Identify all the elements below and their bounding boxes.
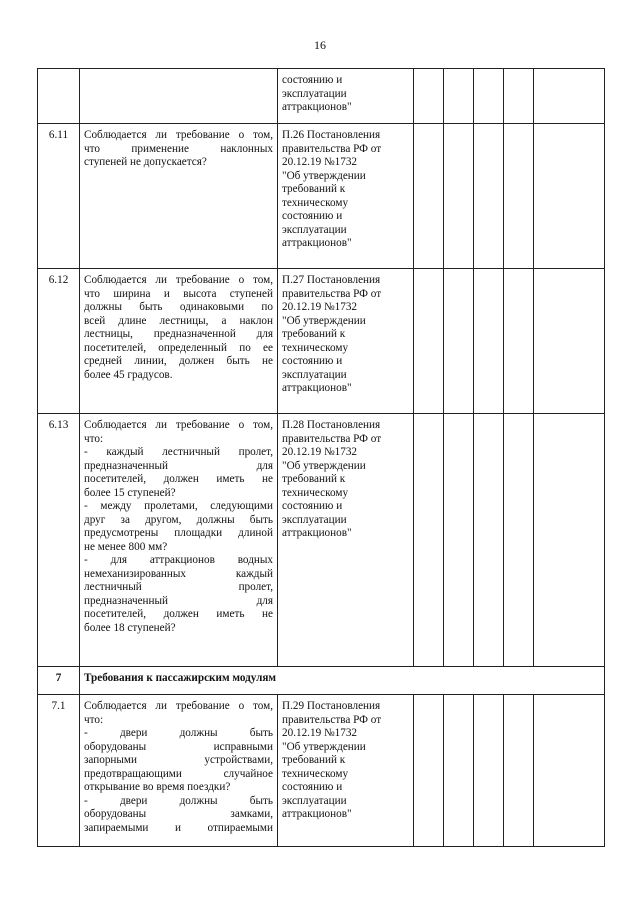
legal-basis-line: П.29 Постановления bbox=[282, 700, 381, 712]
answer-cell[interactable] bbox=[504, 69, 534, 124]
legal-basis-line: "Об утверждении bbox=[282, 740, 366, 753]
answer-cell[interactable] bbox=[504, 124, 534, 269]
table-row bbox=[38, 69, 605, 124]
legal-basis-line: техническому bbox=[282, 196, 349, 209]
requirement-line: средней линии, должен быть не bbox=[84, 355, 273, 367]
requirement-line: Соблюдается ли требование о том, bbox=[84, 129, 273, 141]
requirement-line: оборудованы замками, bbox=[84, 808, 273, 820]
requirement-line: открывание во время поездки? bbox=[84, 781, 231, 793]
requirement-line: оборудованы исправными bbox=[84, 740, 273, 753]
requirement-line: - каждый лестничный пролет, bbox=[84, 446, 273, 458]
page-number: 16 bbox=[314, 38, 326, 52]
answer-cell[interactable] bbox=[444, 69, 474, 124]
requirement-line: должны быть одинаковыми по bbox=[84, 301, 273, 313]
requirement-line: запираемыми и отпираемыми bbox=[84, 821, 273, 834]
answer-cell[interactable] bbox=[534, 124, 605, 269]
legal-basis-line: П.27 Постановления bbox=[282, 274, 381, 286]
requirement-line: Соблюдается ли требование о том, bbox=[84, 274, 273, 286]
legal-basis-line: состоянию и bbox=[282, 210, 343, 222]
legal-basis-cell bbox=[278, 414, 414, 667]
item-number bbox=[38, 69, 80, 124]
requirement-line: более 45 градусов. bbox=[84, 368, 173, 381]
legal-basis-line: эксплуатации bbox=[282, 794, 347, 807]
table-row bbox=[38, 695, 605, 847]
legal-basis-line: "Об утверждении bbox=[282, 314, 366, 327]
legal-basis-line: состоянию и bbox=[282, 74, 343, 86]
legal-basis-line: требований к bbox=[282, 473, 346, 485]
requirement-line: что: bbox=[84, 713, 104, 726]
requirement-line: Соблюдается ли требование о том, bbox=[84, 419, 273, 431]
legal-basis-cell bbox=[278, 124, 414, 269]
requirement-line: друг за другом, должны быть bbox=[84, 513, 273, 526]
legal-basis-line: правительства РФ от bbox=[282, 287, 382, 300]
legal-basis-line: П.26 Постановления bbox=[282, 129, 381, 141]
answer-cell[interactable] bbox=[504, 269, 534, 414]
legal-basis-line: правительства РФ от bbox=[282, 432, 382, 445]
requirement-line: не менее 800 мм? bbox=[84, 540, 168, 553]
requirement-line: - двери должны быть bbox=[84, 727, 273, 739]
answer-cell[interactable] bbox=[474, 269, 504, 414]
requirement-line: ступеней не допускается? bbox=[84, 156, 207, 168]
requirement-line: что: bbox=[84, 432, 104, 445]
requirement-cell bbox=[80, 695, 278, 847]
item-number: 6.13 bbox=[38, 414, 80, 667]
answer-cell[interactable] bbox=[414, 414, 444, 667]
table-row bbox=[38, 414, 605, 667]
legal-basis-line: состоянию и bbox=[282, 500, 343, 512]
legal-basis-line: аттракционов" bbox=[282, 527, 352, 539]
requirement-line: предназначенный для bbox=[84, 594, 273, 607]
requirement-line: всей длине лестницы, а наклон bbox=[84, 314, 273, 327]
requirement-line: предотвращающими случайное bbox=[84, 767, 273, 780]
legal-basis-line: требований к bbox=[282, 183, 346, 195]
legal-basis-line: техническому bbox=[282, 767, 349, 780]
item-number: 7.1 bbox=[38, 695, 80, 847]
item-number: 6.12 bbox=[38, 269, 80, 414]
answer-cell[interactable] bbox=[444, 414, 474, 667]
requirement-line: Соблюдается ли требование о том, bbox=[84, 700, 273, 712]
item-number: 7 bbox=[38, 667, 80, 695]
requirement-line: предназначенный для bbox=[84, 459, 273, 472]
answer-cell[interactable] bbox=[504, 695, 534, 847]
requirement-line: лестницы, предназначенной для bbox=[84, 328, 273, 340]
requirement-line: предусмотрены площадки длиной bbox=[84, 527, 273, 539]
answer-cell[interactable] bbox=[414, 124, 444, 269]
legal-basis-line: аттракционов" bbox=[282, 382, 352, 394]
requirement-cell bbox=[80, 414, 278, 667]
answer-cell[interactable] bbox=[534, 695, 605, 847]
legal-basis-line: состоянию и bbox=[282, 781, 343, 793]
answer-cell[interactable] bbox=[444, 695, 474, 847]
answer-cell[interactable] bbox=[444, 269, 474, 414]
legal-basis-line: состоянию и bbox=[282, 355, 343, 367]
legal-basis-line: эксплуатации bbox=[282, 87, 347, 100]
legal-basis-line: 20.12.19 №1732 bbox=[282, 446, 358, 458]
answer-cell[interactable] bbox=[414, 69, 444, 124]
requirement-line: - между пролетами, следующими bbox=[84, 500, 273, 512]
requirement-line: посетителей, должен иметь не bbox=[84, 608, 273, 620]
answer-cell[interactable] bbox=[474, 695, 504, 847]
requirement-line: посетителей, должен иметь не bbox=[84, 473, 273, 485]
answer-cell[interactable] bbox=[534, 69, 605, 124]
answer-cell[interactable] bbox=[474, 69, 504, 124]
legal-basis-line: 20.12.19 №1732 bbox=[282, 727, 358, 739]
requirement-line: лестничный пролет, bbox=[84, 581, 273, 593]
answer-cell[interactable] bbox=[474, 414, 504, 667]
section-row bbox=[38, 667, 605, 695]
requirement-line: - двери должны быть bbox=[84, 794, 273, 807]
requirement-cell bbox=[80, 124, 278, 269]
requirement-cell bbox=[80, 69, 278, 124]
legal-basis-line: 20.12.19 №1732 bbox=[282, 301, 358, 313]
item-number: 6.11 bbox=[38, 124, 80, 269]
legal-basis-line: техническому bbox=[282, 341, 349, 354]
legal-basis-line: требований к bbox=[282, 328, 346, 340]
legal-basis-line: техническому bbox=[282, 486, 349, 499]
answer-cell[interactable] bbox=[414, 695, 444, 847]
legal-basis-line: эксплуатации bbox=[282, 368, 347, 381]
requirement-line: более 18 ступеней? bbox=[84, 621, 176, 634]
requirement-line: более 15 ступеней? bbox=[84, 486, 176, 499]
answer-cell[interactable] bbox=[444, 124, 474, 269]
answer-cell[interactable] bbox=[534, 269, 605, 414]
legal-basis-line: аттракционов" bbox=[282, 808, 352, 820]
legal-basis-line: 20.12.19 №1732 bbox=[282, 156, 358, 168]
legal-basis-line: правительства РФ от bbox=[282, 142, 382, 155]
legal-basis-line: эксплуатации bbox=[282, 223, 347, 236]
requirement-line: немеханизированных каждый bbox=[84, 567, 273, 580]
table-row bbox=[38, 269, 605, 414]
checklist-table bbox=[37, 68, 605, 847]
requirement-cell bbox=[80, 269, 278, 414]
legal-basis-cell bbox=[278, 269, 414, 414]
legal-basis-line: аттракционов" bbox=[282, 101, 352, 113]
legal-basis-cell bbox=[278, 695, 414, 847]
legal-basis-line: "Об утверждении bbox=[282, 169, 366, 182]
section-title: Требования к пассажирским модулям bbox=[80, 667, 605, 695]
legal-basis-line: П.28 Постановления bbox=[282, 419, 381, 431]
table-row bbox=[38, 124, 605, 269]
legal-basis-line: правительства РФ от bbox=[282, 713, 382, 726]
requirement-line: посетителей, определенный по ее bbox=[84, 341, 273, 354]
legal-basis-line: аттракционов" bbox=[282, 237, 352, 249]
answer-cell[interactable] bbox=[414, 269, 444, 414]
requirement-line: что применение наклонных bbox=[84, 142, 273, 155]
requirement-line: что ширина и высота ступеней bbox=[84, 287, 273, 300]
requirement-line: запорными устройствами, bbox=[84, 754, 273, 766]
requirement-line: - для аттракционов водных bbox=[84, 554, 273, 566]
legal-basis-line: требований к bbox=[282, 754, 346, 766]
legal-basis-line: "Об утверждении bbox=[282, 459, 366, 472]
answer-cell[interactable] bbox=[504, 414, 534, 667]
legal-basis-cell bbox=[278, 69, 414, 124]
answer-cell[interactable] bbox=[534, 414, 605, 667]
answer-cell[interactable] bbox=[474, 124, 504, 269]
legal-basis-line: эксплуатации bbox=[282, 513, 347, 526]
